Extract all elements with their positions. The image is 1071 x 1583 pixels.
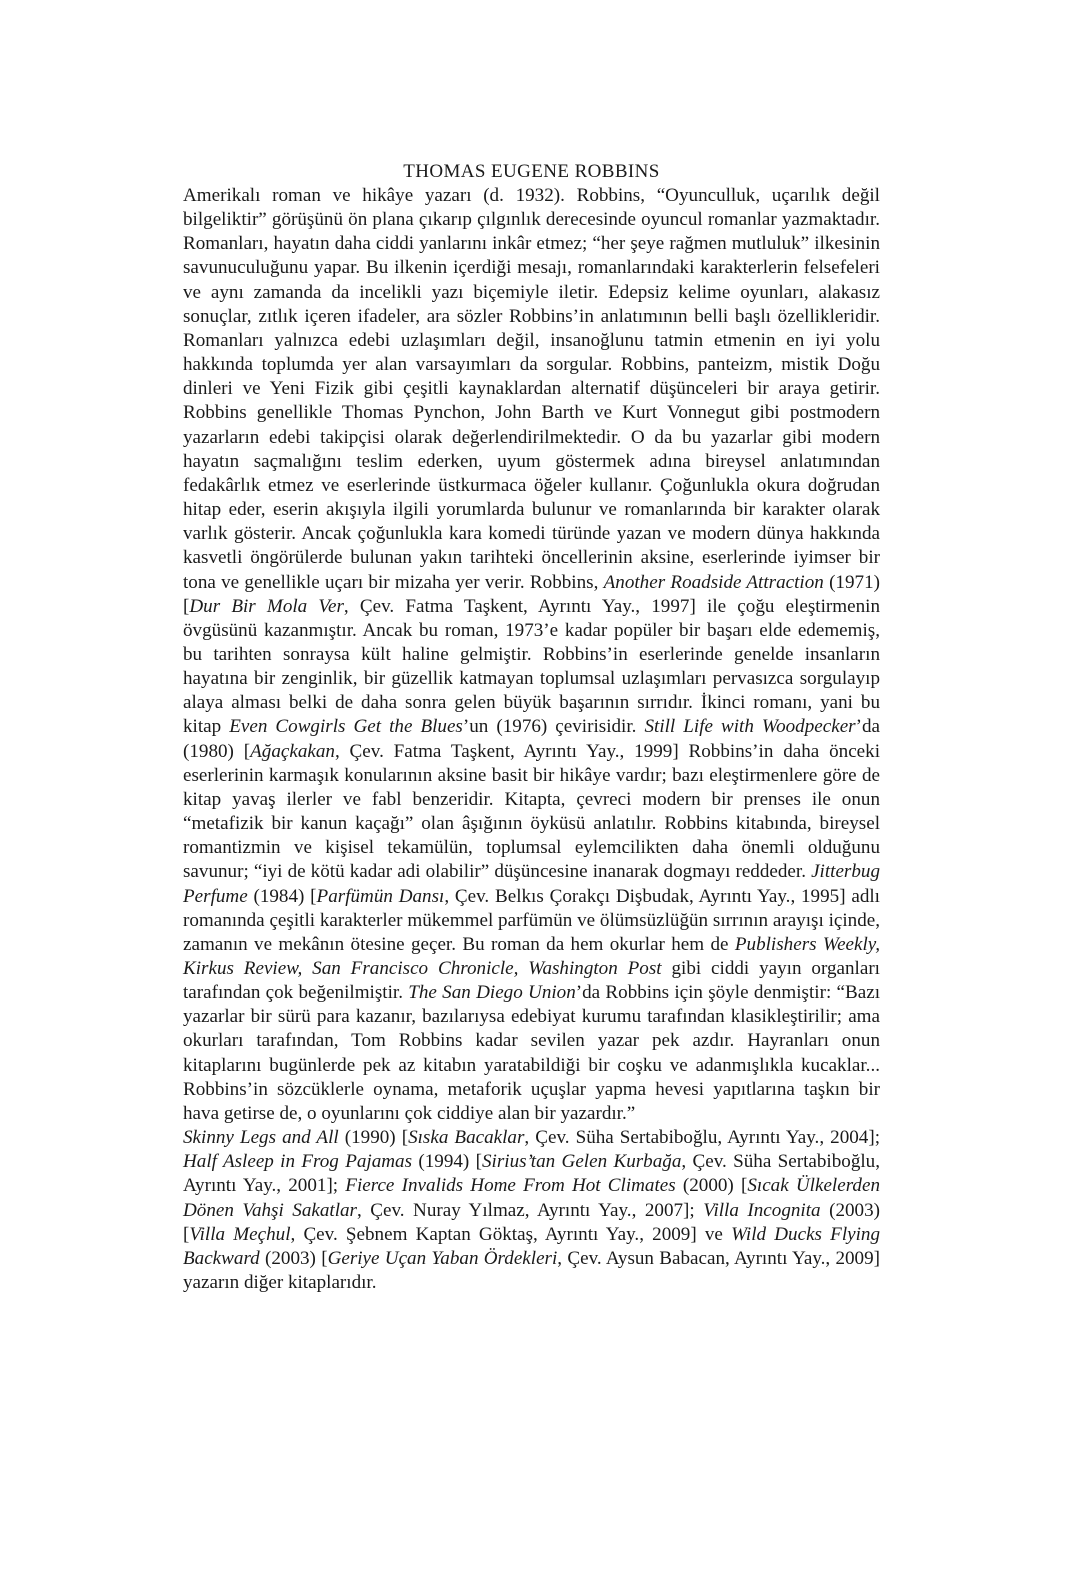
body-text-run: (1994) [ bbox=[412, 1151, 482, 1173]
body-text-run: , Çev. Fatma Taşkent, Ayrıntı Yay., 1999] Robbins’in daha önceki eserlerinin karmaşık konularının aksine basit bir hikâye vardır; bazı eleştirmenlere göre de kitap yavaş ilerler ve fabl benzeridir. Kitapta, çevreci modern bir prenses ile onun “metafizik bir kanun kaçağı” olan âşığının öyküsü anlatılır. Robbins kitabında, bireysel romantizmin ve kişisel tekamülün, toplumsal eylemcilikten daha önemli olduğunu savunur; “iyi de kötü kadar adi olabilir” düşüncesine inanarak dogmayı reddeder. bbox=[183, 740, 880, 883]
body-text-run: ’da Robbins için şöyle denmiştir: “Bazı yazarlar bir sürü para kazanır, bazılarıysa edebiyat kurumu tarafından klasikleştirilir; ama okurları tarafından, Tom Robbins kadar sevilen yazar pek azdır. Hayranları onun kitaplarını bugünlerde pek az kitabın yaratabildiği bir coşku ve adanmışlıkla kucaklar... Robbins’in sözcüklerle oynama, metaforik uçuşlar yapma hevesi yapıtlarına taşkın bir hava getirse de, o oyunlarını çok ciddiye alan bir yazardır.” bbox=[183, 982, 880, 1124]
page-title: THOMAS EUGENE ROBBINS bbox=[403, 161, 660, 182]
body-text-run: , Çev. Aysun Babacan, Ayrıntı Yay., 2009] yazarın diğer kitaplarıdır. bbox=[183, 1247, 881, 1294]
italic-title-text: Half Asleep in Frog Pajamas bbox=[183, 1151, 413, 1173]
body-text-run: , Çev. Şebnem Kaptan Göktaş, Ayrıntı Yay., 2009] ve bbox=[290, 1223, 732, 1245]
body-text-run: (1971) [ bbox=[183, 571, 880, 617]
italic-title-text: Jitterbug Perfume bbox=[183, 861, 880, 907]
italic-title-text: Villa Meçhul bbox=[189, 1223, 291, 1245]
body-text-run: ’da (1980) [ bbox=[183, 716, 880, 762]
document-page bbox=[183, 160, 880, 1295]
italic-title-text: Geriye Uçan Yaban Ördekleri bbox=[327, 1247, 558, 1269]
italic-title-text: Sıcak Ülkelerden Dönen Vahşi Sakatlar bbox=[183, 1175, 880, 1221]
body-text-run: , Çev. Fatma Taşkent, Ayrıntı Yay., 1997] ile çoğu eleştirmenin övgüsünü kazanmıştır. Ancak bu roman, 1973’e kadar popüler bir başarı elde edememiş, bu tarihten sonraysa kült haline gelmiştir. Robbins’in eserlerinde genelde insanların hayatına bir zenginlik, bir güzellik katmayan toplumsal uzlaşımları pervasızca sorgulayıp alaya alması belki de daha sonra gelen büyük başarının sırrıdır. İkinci romanı, yani bu kitap bbox=[183, 595, 880, 738]
italic-title-text: Dur Bir Mola Ver bbox=[189, 595, 344, 617]
body-text-run: , Çev. Nuray Yılmaz, Ayrıntı Yay., 2007]; bbox=[356, 1199, 704, 1221]
body-text-run: (2003) [ bbox=[259, 1247, 328, 1269]
body-text-run: , Çev. Süha Sertabiboğlu, Ayrıntı Yay., 2004]; bbox=[524, 1127, 880, 1149]
italic-title-text: Skinny Legs and All bbox=[183, 1127, 339, 1149]
body-text-run: , Çev. Süha Sertabiboğlu, Ayrıntı Yay., 2001]; bbox=[183, 1151, 881, 1197]
body-paragraph-2 bbox=[183, 1126, 880, 1295]
body-text-run: (1990) [ bbox=[338, 1127, 409, 1149]
body-text-run: Amerikalı roman ve hikâye yazarı (d. 1932). Robbins, “Oyunculluk, uçarılık değil bilgeliktir” görüşünü ön plana çıkarıp çılgınlık derecesinde oyuncul romanlar yazmaktadır. Romanları, hayatın daha ciddi yanlarını inkâr etmez; “her şeye rağmen mutluluk” ilkesinin savunuculuğunu yapar. Bu ilkenin içerdiği mesajı, romanlarındaki karakterlerin felsefeleri ve aynı zamanda da incelikli yazı biçemiyle iletir. Edepsiz kelime oyunları, alakasız sonuçlar, zıtlık içeren ifadeler, ara sözler Robbins’in anlatımının belli başlı özellikleridir. Romanları yalnızca edebi uzlaşımları değil, insanoğlunu tatmin etmenin en iyi yolu hakkında toplumda yer alan varsayımları da sorgular. Robbins, panteizm, mistik Doğu dinleri ve Yeni Fizik gibi çeşitli kaynaklardan alternatif düşünceleri bir araya getirir. Robbins genellikle Thomas Pynchon, John Barth ve Kurt Vonnegut gibi postmodern yazarların edebi takipçisi olarak değerlendirilmektedir. O da bu yazarlar gibi modern hayatın saçmalığını teslim ederken, uyum göstermek adına bireysel anlatımından fedakârlık etmez ve eserlerinde üstkurmaca öğeler kullanır. Çoğunlukla okura doğrudan hitap eder, eserin akışıyla ilgili yorumlarda bulunur ve romanlarında bir karakter olarak varlık gösterir. Ancak çoğunlukla kara komedi türünde yazan ve modern dünya hakkında kasvetli öngörülerde bulunan yakın tarihteki öncellerinin aksine, eserlerinde iyimser bir tona ve genellikle uçarı bir mizaha yer verir. Robbins, bbox=[183, 185, 880, 593]
italic-title-text: Another Roadside Attraction bbox=[603, 571, 824, 593]
body-text-run: gibi ciddi yayın organları tarafından çok beğenilmiştir. bbox=[183, 958, 880, 1004]
italic-title-text: Ağaçkakan bbox=[250, 740, 335, 762]
italic-title-text: The San Diego Union bbox=[408, 982, 576, 1004]
italic-title-text: Sıska Bacaklar bbox=[408, 1127, 525, 1149]
italic-title-text: Publishers Weekly, Kirkus Review, San Francisco Chronicle, Washington Post bbox=[183, 933, 880, 979]
body-text-run: (2000) [ bbox=[675, 1175, 748, 1197]
italic-title-text: Villa Incognita bbox=[703, 1199, 821, 1221]
italic-title-text: Still Life with Woodpecker bbox=[644, 716, 856, 738]
italic-title-text: Sirius’tan Gelen Kurbağa bbox=[481, 1151, 682, 1173]
body-paragraph-1 bbox=[183, 184, 880, 1126]
body-text-run: , Çev. Belkıs Çorakçı Dişbudak, Ayrıntı Yay., 1995] adlı romanında çeşitli karakterler mükemmel parfümün ve ölümsüzlüğün sırrının arayışı içinde, zamanın ve mekânın ötesine geçer. Bu roman da hem okurlar hem de bbox=[183, 885, 880, 955]
italic-title-text: Fierce Invalids Home From Hot Climates bbox=[345, 1175, 676, 1197]
body-text-run: ’un (1976) çevirisidir. bbox=[462, 716, 645, 738]
body-text-run: (1984) [ bbox=[247, 885, 317, 907]
italic-title-text: Wild Ducks Flying Backward bbox=[183, 1223, 880, 1269]
body-text-run: (2003) [ bbox=[183, 1199, 880, 1245]
italic-title-text: Even Cowgirls Get the Blues bbox=[229, 716, 463, 738]
italic-title-text: Parfümün Dansı bbox=[316, 885, 445, 907]
